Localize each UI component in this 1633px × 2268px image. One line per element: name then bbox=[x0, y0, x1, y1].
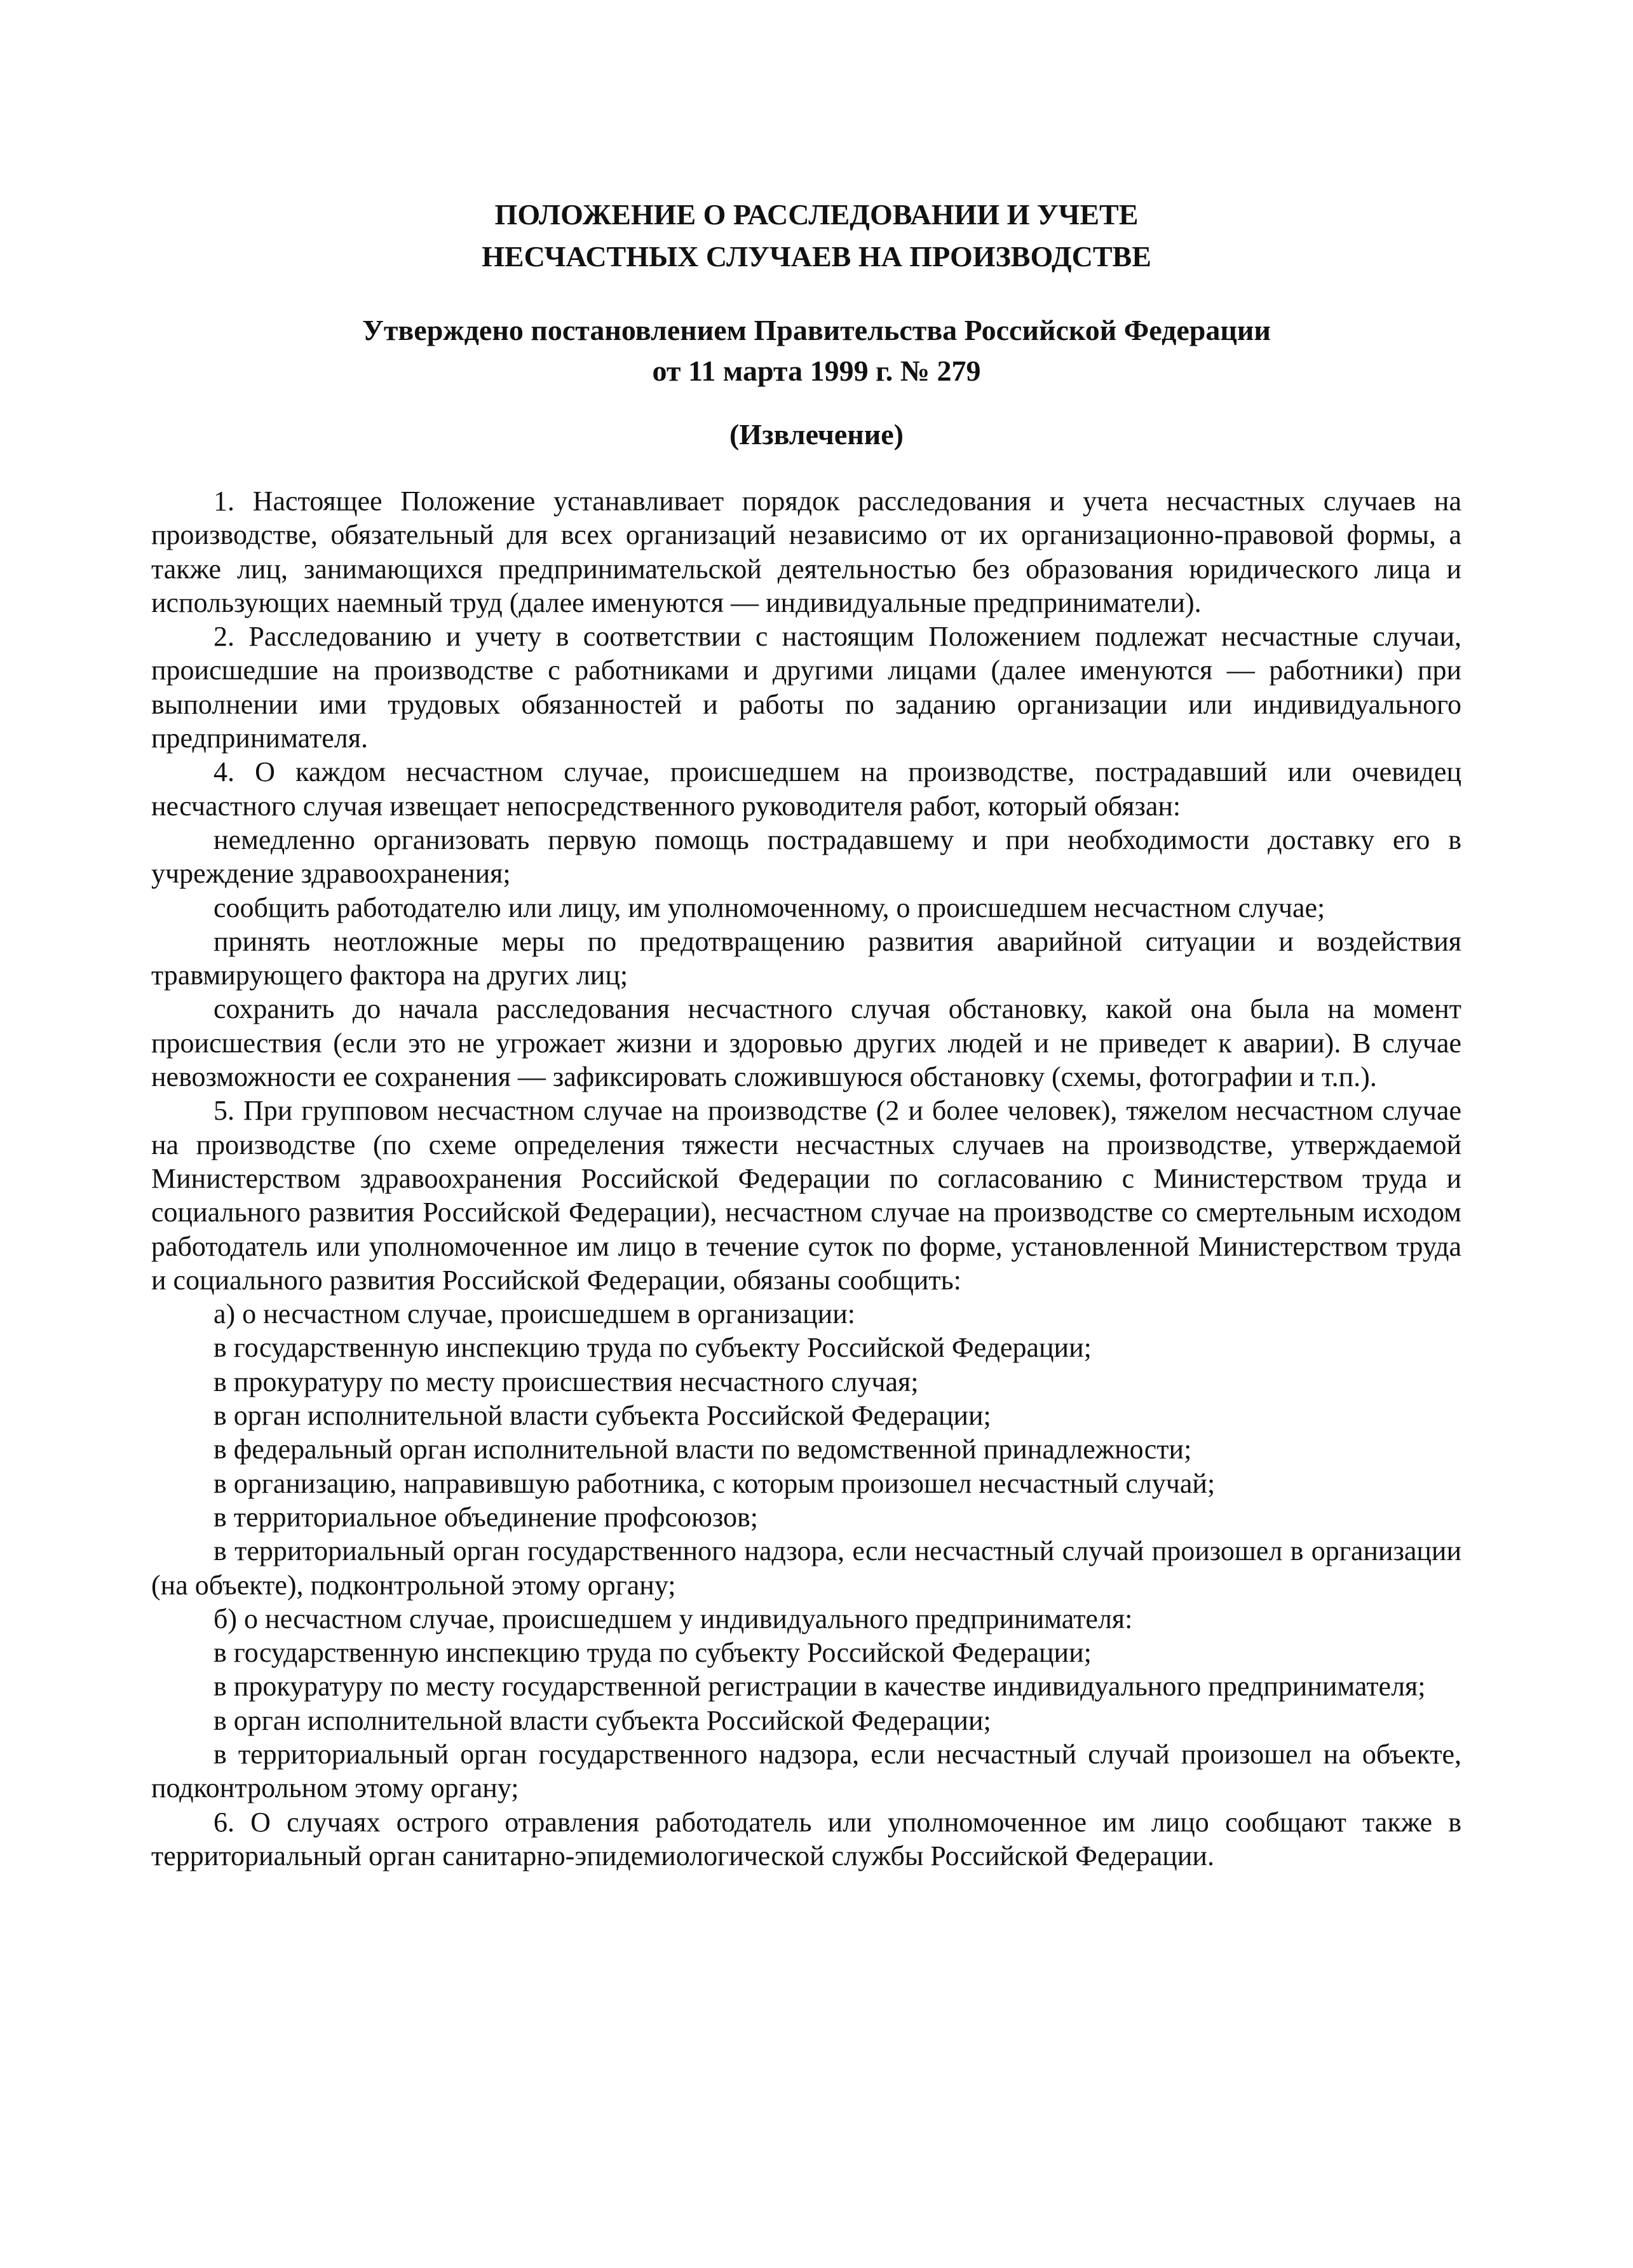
paragraph: в территориальный орган государственного надзора, если несчастный случай произошел в организации (на объекте), подконтрольной этому органу; bbox=[151, 1535, 1461, 1601]
approval-line: от 11 марта 1999 г. № 279 bbox=[652, 355, 981, 387]
paragraph: 4. О каждом несчастном случае, происшедшем на производстве, пострадавший или очевидец несчастного случая извещает непосредственного руководителя работ, который обязан: bbox=[151, 756, 1461, 822]
paragraph: 2. Расследованию и учету в соответствии с настоящим Положением подлежат несчастные случаи, происшедшие на производстве с работниками и другими лицами (далее именуются — работники) при выполнении ими трудовых обязанностей и работы по заданию организации или индивидуального предпринимателя. bbox=[151, 621, 1461, 754]
paragraph: немедленно организовать первую помощь пострадавшему и при необходимости доставку его в учреждение здравоохранения; bbox=[151, 824, 1461, 890]
paragraph: б) о несчастном случае, происшедшем у индивидуального предпринимателя: bbox=[213, 1603, 1133, 1634]
approval-line: Утверждено постановлением Правительства Российской Федерации bbox=[362, 314, 1271, 346]
paragraph: в территориальное объединение профсоюзов; bbox=[213, 1501, 759, 1533]
paragraph: в государственную инспекцию труда по субъекту Российской Федерации; bbox=[213, 1332, 1092, 1364]
title-line: ПОЛОЖЕНИЕ О РАССЛЕДОВАНИИ И УЧЕТЕ bbox=[494, 198, 1139, 231]
paragraph: в прокуратуру по месту государственной регистрации в качестве индивидуального предпринимателя; bbox=[213, 1671, 1426, 1702]
document-title bbox=[0, 194, 1633, 278]
approval-note bbox=[0, 310, 1633, 391]
paragraph: в прокуратуру по месту происшествия несчастного случая; bbox=[213, 1366, 919, 1397]
paragraph: принять неотложные меры по предотвращению развития аварийной ситуации и воздействия травмирующего фактора на других лиц; bbox=[151, 925, 1461, 991]
paragraph: в государственную инспекцию труда по субъекту Российской Федерации; bbox=[213, 1637, 1092, 1669]
paragraph: в организацию, направившую работника, с которым произошел несчастный случай; bbox=[213, 1467, 1216, 1499]
paragraph: сообщить работодателю или лицу, им уполномоченному, о происшедшем несчастном случае; bbox=[213, 892, 1325, 923]
paragraph: 5. При групповом несчастном случае на производстве (2 и более человек), тяжелом несчастном случае на производстве (по схеме определения тяжести несчастных случаев на производстве, утверждаемой Министерством здравоохранения Российской Федерации по согласованию с Министерством труда и социального развития Российской Федерации), несчастном случае на производстве со смертельным исходом работодатель или уполномоченное им лицо в течение суток по форме, установленной Министерством труда и социального развития Российской Федерации, обязаны сообщить: bbox=[151, 1095, 1461, 1296]
paragraph: в орган исполнительной власти субъекта Российской Федерации; bbox=[213, 1400, 991, 1432]
paragraph: в орган исполнительной власти субъекта Российской Федерации; bbox=[213, 1704, 991, 1736]
title-line: НЕСЧАСТНЫХ СЛУЧАЕВ НА ПРОИЗВОДСТВЕ bbox=[482, 240, 1151, 273]
paragraph: в федеральный орган исполнительной власти по ведомственной принадлежности; bbox=[213, 1434, 1192, 1465]
paragraph: а) о несчастном случае, происшедшем в организации: bbox=[213, 1298, 855, 1330]
excerpt-label: (Извлечение) bbox=[729, 418, 904, 451]
paragraph: в территориальный орган государственного надзора, если несчастный случай произошел на объекте, подконтрольном этому органу; bbox=[151, 1738, 1461, 1804]
document-body bbox=[151, 484, 1461, 1873]
paragraph: 1. Настоящее Положение устанавливает порядок расследования и учета несчастных случаев на производстве, обязательный для всех организаций независимо от их организационно-правовой формы, а также лиц, занимающихся предпринимательской деятельностью без образования юридического лица и использующих наемный труд (далее именуются — индивидуальные предприниматели). bbox=[151, 486, 1461, 618]
paragraph: 6. О случаях острого отравления работодатель или уполномоченное им лицо сообщают также в территориальный орган санитарно-эпидемиологической службы Российской Федерации. bbox=[151, 1806, 1461, 1871]
paragraph: сохранить до начала расследования несчастного случая обстановку, какой она была на момент происшествия (если это не угрожает жизни и здоровью других людей и не приведет к аварии). В случае невозможности ее сохранения — зафиксировать сложившуюся обстановку (схемы, фотографии и т.п.). bbox=[151, 993, 1461, 1093]
